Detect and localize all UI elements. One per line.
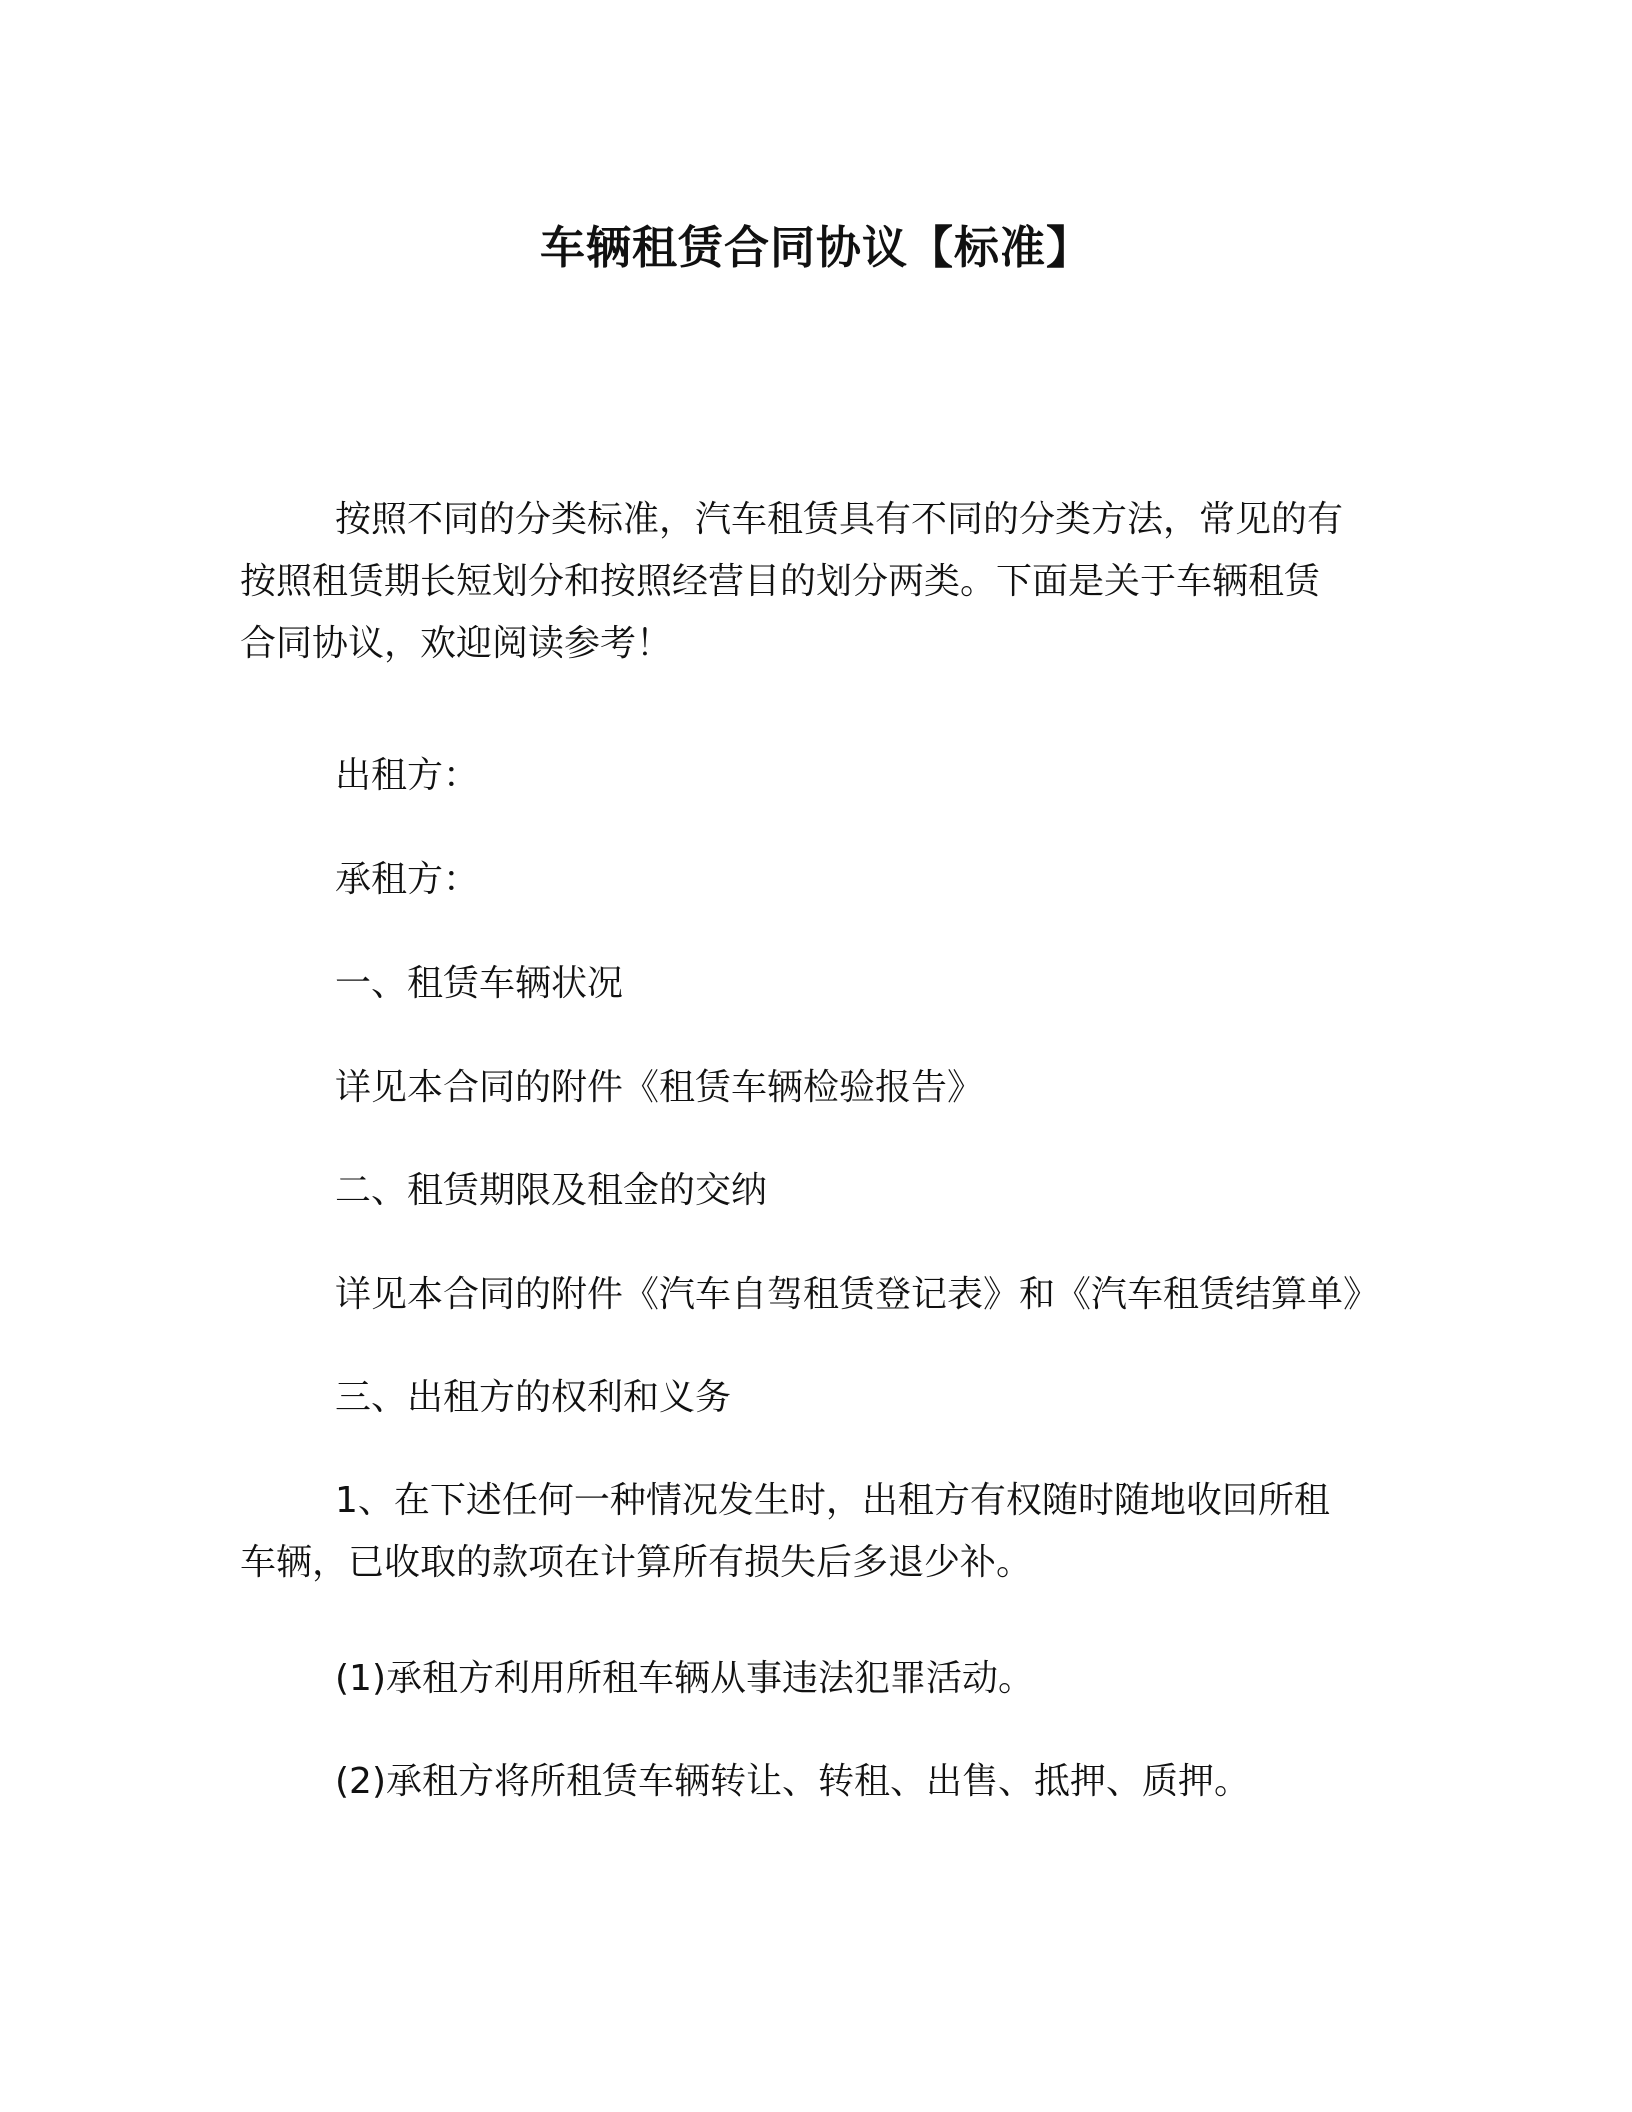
intro-line: 合同协议，欢迎阅读参考！ (240, 623, 673, 664)
section1-heading: 一、租赁车辆状况 (335, 963, 624, 1004)
clause1-item1: (1)承租方利用所租车辆从事违法犯罪活动。 (335, 1658, 1034, 1699)
lessor-label: 出租方： (335, 755, 480, 796)
section2-heading: 二、租赁期限及租金的交纳 (335, 1170, 768, 1211)
intro-line: 按照不同的分类标准，汽车租赁具有不同的分类方法，常见的有 (335, 499, 1344, 540)
clause1-line: 车辆，已收取的款项在计算所有损失后多退少补。 (240, 1542, 1033, 1583)
lessee-label: 承租方： (335, 859, 480, 900)
section2-text: 详见本合同的附件《汽车自驾租赁登记表》和《汽车租赁结算单》 (335, 1274, 1380, 1315)
document-title: 车辆租赁合同协议【标准】 (539, 221, 1092, 274)
clause1-line: 1、在下述任何一种情况发生时，出租方有权随时随地收回所租 (335, 1480, 1330, 1521)
clause1-item2: (2)承租方将所租赁车辆转让、转租、出售、抵押、质押。 (335, 1761, 1250, 1802)
intro-paragraph (240, 490, 1400, 674)
intro-line: 按照租赁期长短划分和按照经营目的划分两类。下面是关于车辆租赁 (240, 561, 1321, 602)
section1-text: 详见本合同的附件《租赁车辆检验报告》 (335, 1067, 984, 1108)
clause1-paragraph (240, 1471, 1400, 1593)
section3-heading: 三、出租方的权利和义务 (335, 1377, 732, 1418)
